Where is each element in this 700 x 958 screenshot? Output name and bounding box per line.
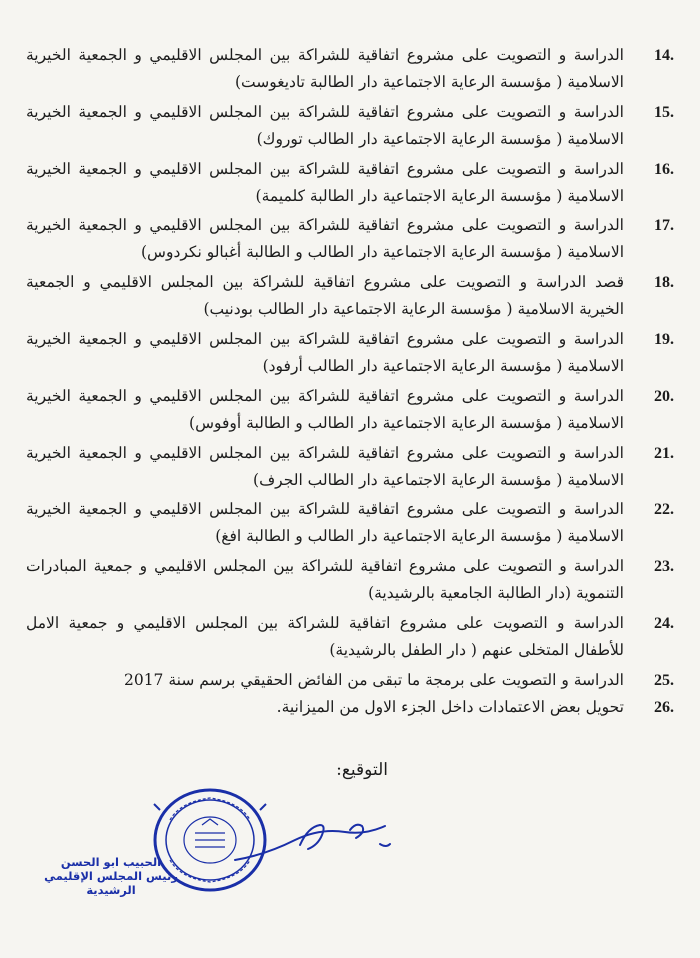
item-number: 26. — [654, 698, 674, 716]
agenda-item — [26, 694, 674, 721]
agenda-list — [26, 42, 674, 721]
item-number: 20. — [654, 387, 674, 405]
item-text-line: قصد الدراسة و التصويت على مشروع اتفاقية للشراكة بين المجلس الاقليمي و الجمعية — [26, 273, 624, 292]
item-number: 16. — [654, 160, 674, 178]
item-text-line: الاسلامية ( مؤسسة الرعاية الاجتماعية دار الطالب و الطالبة أغبالو نكردوس) — [140, 243, 624, 262]
item-number: 24. — [654, 614, 674, 632]
item-text-line: الدراسة و التصويت على مشروع اتفاقية للشراكة بين المجلس الاقليمي و الجمعية الخيرية — [26, 46, 624, 64]
item-text-line: الاسلامية ( مؤسسة الرعاية الاجتماعية دار الطالبة تاديغوست) — [234, 73, 624, 91]
agenda-item — [26, 440, 674, 497]
item-text-line: الاسلامية ( مؤسسة الرعاية الاجتماعية دار الطالب توروك) — [256, 129, 624, 148]
item-text-line: الدراسة و التصويت على برمجة ما تبقى من الفائض الحقيقي برسم سنة 2017 — [123, 670, 624, 689]
item-text-line: الدراسة و التصويت على مشروع اتفاقية للشراكة بين المجلس الاقليمي و الجمعية الخيرية — [26, 102, 624, 121]
agenda-item — [26, 42, 674, 99]
signer-city: الرشيدية — [86, 883, 136, 897]
item-text-line: الاسلامية ( مؤسسة الرعاية الاجتماعية دار الطالب و الطالبة أوفوس) — [189, 413, 624, 432]
item-text-line: الدراسة و التصويت على مشروع اتفاقية للشراكة بين المجلس الاقليمي و الجمعية الخيرية — [26, 443, 624, 462]
agenda-item — [26, 383, 674, 440]
item-number: 19. — [654, 330, 674, 348]
signature-label: التوقيع: — [336, 760, 388, 780]
item-text-line: التنموية (دار الطالبة الجامعية بالرشيدية) — [368, 584, 624, 603]
item-number: 17. — [654, 217, 674, 235]
agenda-item — [26, 269, 674, 326]
item-text-line: للأطفال المتخلى عنهم ( دار الطفل بالرشيدية) — [329, 640, 624, 659]
item-text-line: الدراسة و التصويت على مشروع اتفاقية للشراكة بين المجلس الاقليمي و جمعية الامل — [26, 613, 624, 632]
item-number: 22. — [654, 501, 674, 519]
agenda-item — [26, 496, 674, 553]
agenda-item — [26, 553, 674, 610]
agenda-item — [26, 212, 674, 269]
item-number: 21. — [654, 444, 674, 462]
agenda-item — [26, 156, 674, 213]
item-text-line: الخيرية الاسلامية ( مؤسسة الرعاية الاجتماعية دار الطالب بودنيب) — [203, 300, 624, 319]
item-number: 23. — [654, 558, 674, 576]
handwritten-signature-icon — [230, 800, 400, 880]
item-number: 15. — [654, 103, 674, 121]
agenda-item — [26, 667, 674, 694]
item-text-line: الدراسة و التصويت على مشروع اتفاقية للشراكة بين المجلس الاقليمي و الجمعية الخيرية — [26, 500, 624, 519]
item-text-line: الدراسة و التصويت على مشروع اتفاقية للشراكة بين المجلس الاقليمي و الجمعية الخيرية — [26, 216, 624, 235]
item-number: 18. — [654, 274, 674, 292]
item-text-line: الاسلامية ( مؤسسة الرعاية الاجتماعية دار الطالب الجرف) — [253, 470, 624, 489]
item-text-line: الدراسة و التصويت على مشروع اتفاقية للشراكة بين المجلس الاقليمي و الجمعية الخيرية — [26, 159, 624, 178]
agenda-item — [26, 610, 674, 667]
item-text-line: الدراسة و التصويت على مشروع اتفاقية للشراكة بين المجلس الاقليمي و الجمعية الخيرية — [26, 386, 624, 405]
item-text-line: الاسلامية ( مؤسسة الرعاية الاجتماعية دار الطالب أرفود) — [262, 356, 624, 375]
item-number: 25. — [654, 671, 674, 689]
item-number: 14. — [654, 47, 674, 64]
signer-name: الحبيب ابو الحسن — [60, 855, 162, 869]
agenda-item — [26, 326, 674, 383]
item-text-line: الدراسة و التصويت على مشروع اتفاقية للشراكة بين المجلس الاقليمي و الجمعية الخيرية — [26, 329, 624, 348]
item-text-line: تحويل بعض الاعتمادات داخل الجزء الاول من الميزانية. — [276, 697, 624, 716]
item-text-line: الاسلامية ( مؤسسة الرعاية الاجتماعية دار الطالب و الطالبة افغ) — [215, 527, 624, 546]
signer-title: رئيس المجلس الإقليمي — [44, 869, 178, 883]
item-text-line: الدراسة و التصويت على مشروع اتفاقية للشراكة بين المجلس الاقليمي و جمعية المبادرات — [26, 557, 624, 576]
item-text-line: الاسلامية ( مؤسسة الرعاية الاجتماعية دار الطالبة كلميمة) — [255, 186, 624, 205]
signer-block — [36, 855, 186, 897]
agenda-item — [26, 99, 674, 156]
